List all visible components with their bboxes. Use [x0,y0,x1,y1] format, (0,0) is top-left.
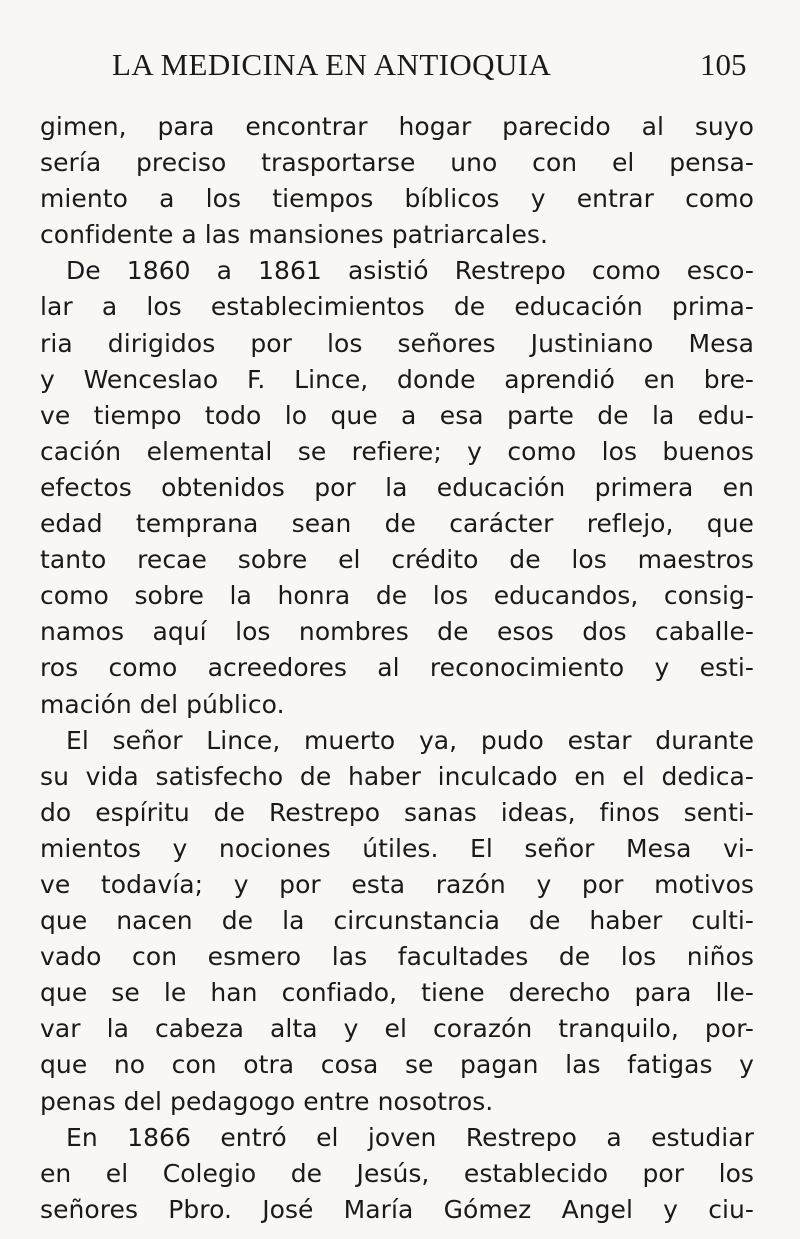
text-line: en el Colegio de Jesús, establecido por los [40,1158,754,1188]
text-line: y Wenceslao F. Lince, donde aprendió en bre- [40,364,754,394]
text-line: efectos obtenidos por la educación primera en [40,472,754,502]
text-line: que no con otra cosa se pagan las fatigas y [40,1050,754,1080]
text-line: confidente a las mansiones patriarcales. [40,220,548,250]
text-line: ve tiempo todo lo que a esa parte de la edu- [40,400,754,430]
text-line: cación elemental se refiere; y como los buenos [40,436,754,466]
text-line: ve todavía; y por esta razón y por motivos [40,869,754,899]
text-line: su vida satisfecho de haber inculcado en el dedica- [40,761,754,791]
text-line: var la cabeza alta y el corazón tranquilo, por- [40,1014,754,1044]
text-line: do espíritu de Restrepo sanas ideas, finos senti- [40,797,754,827]
text-line: gimen, para encontrar hogar parecido al suyo [40,112,754,141]
body-text [40,109,754,1228]
text-line: sería preciso trasportarse uno con el pensa- [40,148,754,178]
text-line: ria dirigidos por los señores Justiniano Mesa [40,328,754,358]
text-line: lar a los establecimientos de educación prima- [40,292,754,322]
text-line: El señor Lince, muerto ya, pudo estar durante [66,725,754,755]
running-title: LA MEDICINA EN ANTIOQUIA [112,47,552,82]
text-line: que nacen de la circunstancia de haber culti- [40,906,754,936]
text-line: señores Pbro. José María Gómez Angel y ciu- [40,1194,754,1224]
page-header [0,40,800,90]
text-line: De 1860 a 1861 asistió Restrepo como esco- [66,256,754,286]
text-line: namos aquí los nombres de esos dos caballe- [40,617,754,647]
text-line: miento a los tiempos bíblicos y entrar como [40,184,754,214]
text-line: ros como acreedores al reconocimiento y esti- [40,653,754,683]
text-line: mación del público. [40,689,285,719]
page-number: 105 [700,47,747,82]
text-line: mientos y nociones útiles. El señor Mesa vi- [40,833,754,863]
text-line: vado con esmero las facultades de los niños [40,942,754,972]
text-line: que se le han confiado, tiene derecho para lle- [40,978,754,1008]
text-line: penas del pedagogo entre nosotros. [40,1086,494,1116]
text-line: edad temprana sean de carácter reflejo, que [40,509,754,539]
text-line: En 1866 entró el joven Restrepo a estudiar [66,1122,754,1152]
text-line: tanto recae sobre el crédito de los maestros [40,545,754,575]
text-line: como sobre la honra de los educandos, consig- [40,581,754,611]
